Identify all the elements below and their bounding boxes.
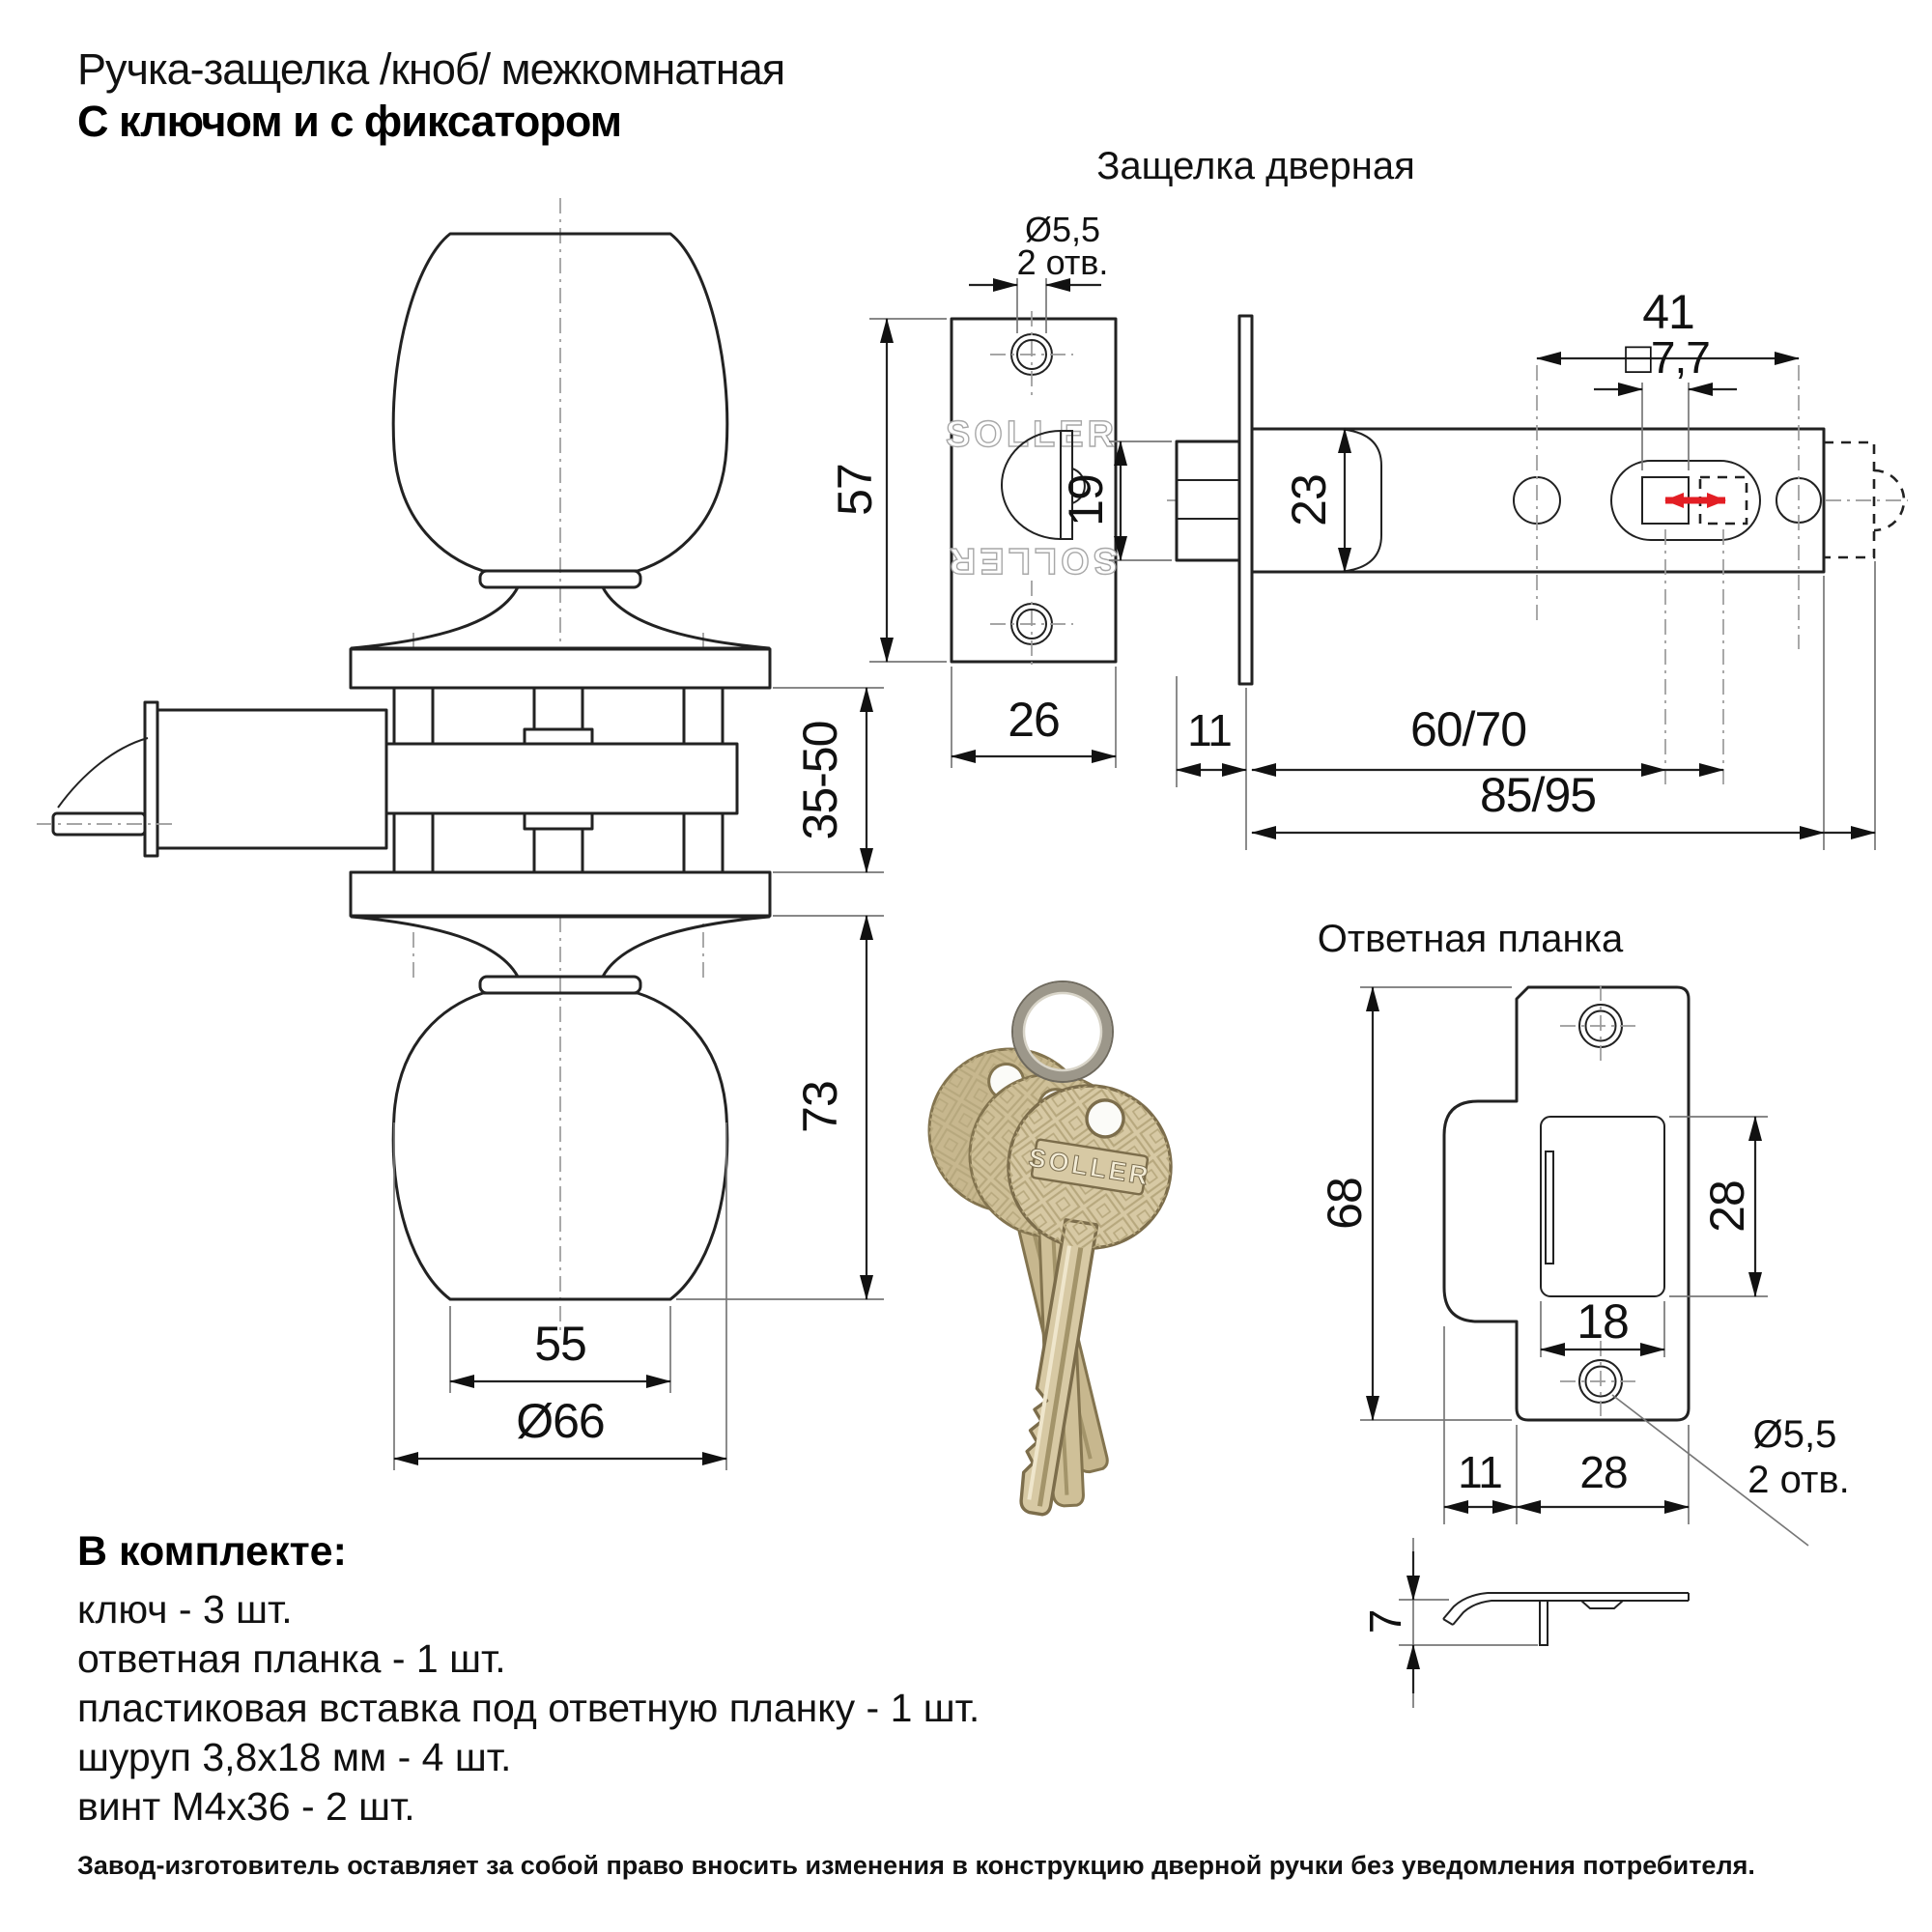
package-item: ключ - 3 шт.	[77, 1587, 293, 1632]
dim-knob-flat: 55	[534, 1317, 586, 1371]
dim-hole-spacing: 41	[1642, 285, 1694, 339]
latch-body	[1252, 429, 1824, 572]
manufacturer-disclaimer: Завод-изготовитель оставляет за собой право вносить изменения в конструкцию дверной ручки без уведомления потребителя.	[77, 1851, 1755, 1880]
strike-side-tab	[1540, 1601, 1548, 1645]
latch-case-cross	[386, 744, 737, 813]
dim-grip-range: 35-50	[793, 721, 847, 840]
rose-plate-top	[351, 649, 770, 688]
package-item: ответная планка - 1 шт.	[77, 1636, 506, 1681]
strike-title: Ответная планка	[1317, 918, 1624, 960]
knob-drawing	[37, 198, 884, 1470]
spindle-upper	[534, 688, 582, 729]
strike-hole-dia: Ø5,5	[1752, 1413, 1837, 1456]
rose-plate-bottom	[351, 872, 770, 916]
strike-plate-drawing	[1318, 918, 1850, 1708]
faceplate-hole-bottom	[990, 581, 1073, 668]
dim-faceplate-width: 26	[1008, 693, 1060, 747]
package-item: пластиковая вставка под ответную планку - 1 шт.	[77, 1686, 980, 1730]
faceplate-hole-dia: Ø5,5	[1024, 210, 1101, 249]
faceplate-hole-dim	[969, 210, 1108, 333]
dim-opening-height: 28	[1700, 1180, 1754, 1233]
dim-faceplate-height: 57	[828, 464, 882, 516]
dim-case-height: 23	[1282, 474, 1336, 526]
dim-backset: 60/70	[1409, 702, 1527, 756]
dim-bolt-height: 19	[1059, 474, 1113, 526]
spindle-collar-lower	[525, 813, 592, 829]
package-heading: В комплекте:	[77, 1528, 347, 1575]
strike-hole-count: 2 отв.	[1747, 1459, 1850, 1501]
latch-bolt	[1177, 441, 1239, 560]
strike-side-view	[1360, 1538, 1689, 1708]
latch-drawing	[1096, 145, 1908, 850]
latch-faceplate-edge	[1239, 316, 1252, 684]
faceplate-hole-top	[990, 311, 1073, 398]
strike-plate-outline	[1444, 987, 1689, 1420]
faceplate-drawing	[828, 210, 1172, 768]
latch-title: Защелка дверная	[1096, 145, 1415, 187]
dim-square: □7,7	[1625, 332, 1710, 383]
dim-offset: 11	[1187, 705, 1232, 755]
spindle-collar-upper	[525, 729, 592, 744]
dim-total-length: 85/95	[1479, 768, 1597, 822]
package-item: шуруп 3,8х18 мм - 4 шт.	[77, 1735, 512, 1779]
dim-opening-width: 18	[1577, 1294, 1629, 1349]
spindle-lower	[534, 829, 582, 872]
dim-knob-height: 73	[793, 1081, 847, 1133]
dim-strike-thickness: 7	[1360, 1609, 1410, 1634]
dim-strike-width: 28	[1579, 1447, 1628, 1497]
strike-side-dimple	[1581, 1601, 1623, 1608]
key-brand: SOLLER	[1026, 1143, 1153, 1191]
latch-case-side	[37, 702, 386, 856]
dim-knob-diameter: Ø66	[516, 1394, 605, 1448]
package-contents	[77, 1528, 980, 1832]
faceplate-hole-count: 2 отв.	[1016, 242, 1109, 282]
faceplate-brand: SOLLER	[945, 414, 1119, 455]
keys-photo	[912, 981, 1182, 1526]
faceplate-brand-mirrored: SOLLER	[945, 540, 1119, 581]
page-subtitle: С ключом и с фиксатором	[77, 97, 622, 146]
page-title: Ручка-защелка /кноб/ межкомнатная	[77, 44, 785, 94]
dim-strike-lip: 11	[1458, 1447, 1502, 1497]
dim-strike-height: 68	[1318, 1178, 1372, 1230]
package-item: винт М4х36 - 2 шт.	[77, 1784, 415, 1829]
